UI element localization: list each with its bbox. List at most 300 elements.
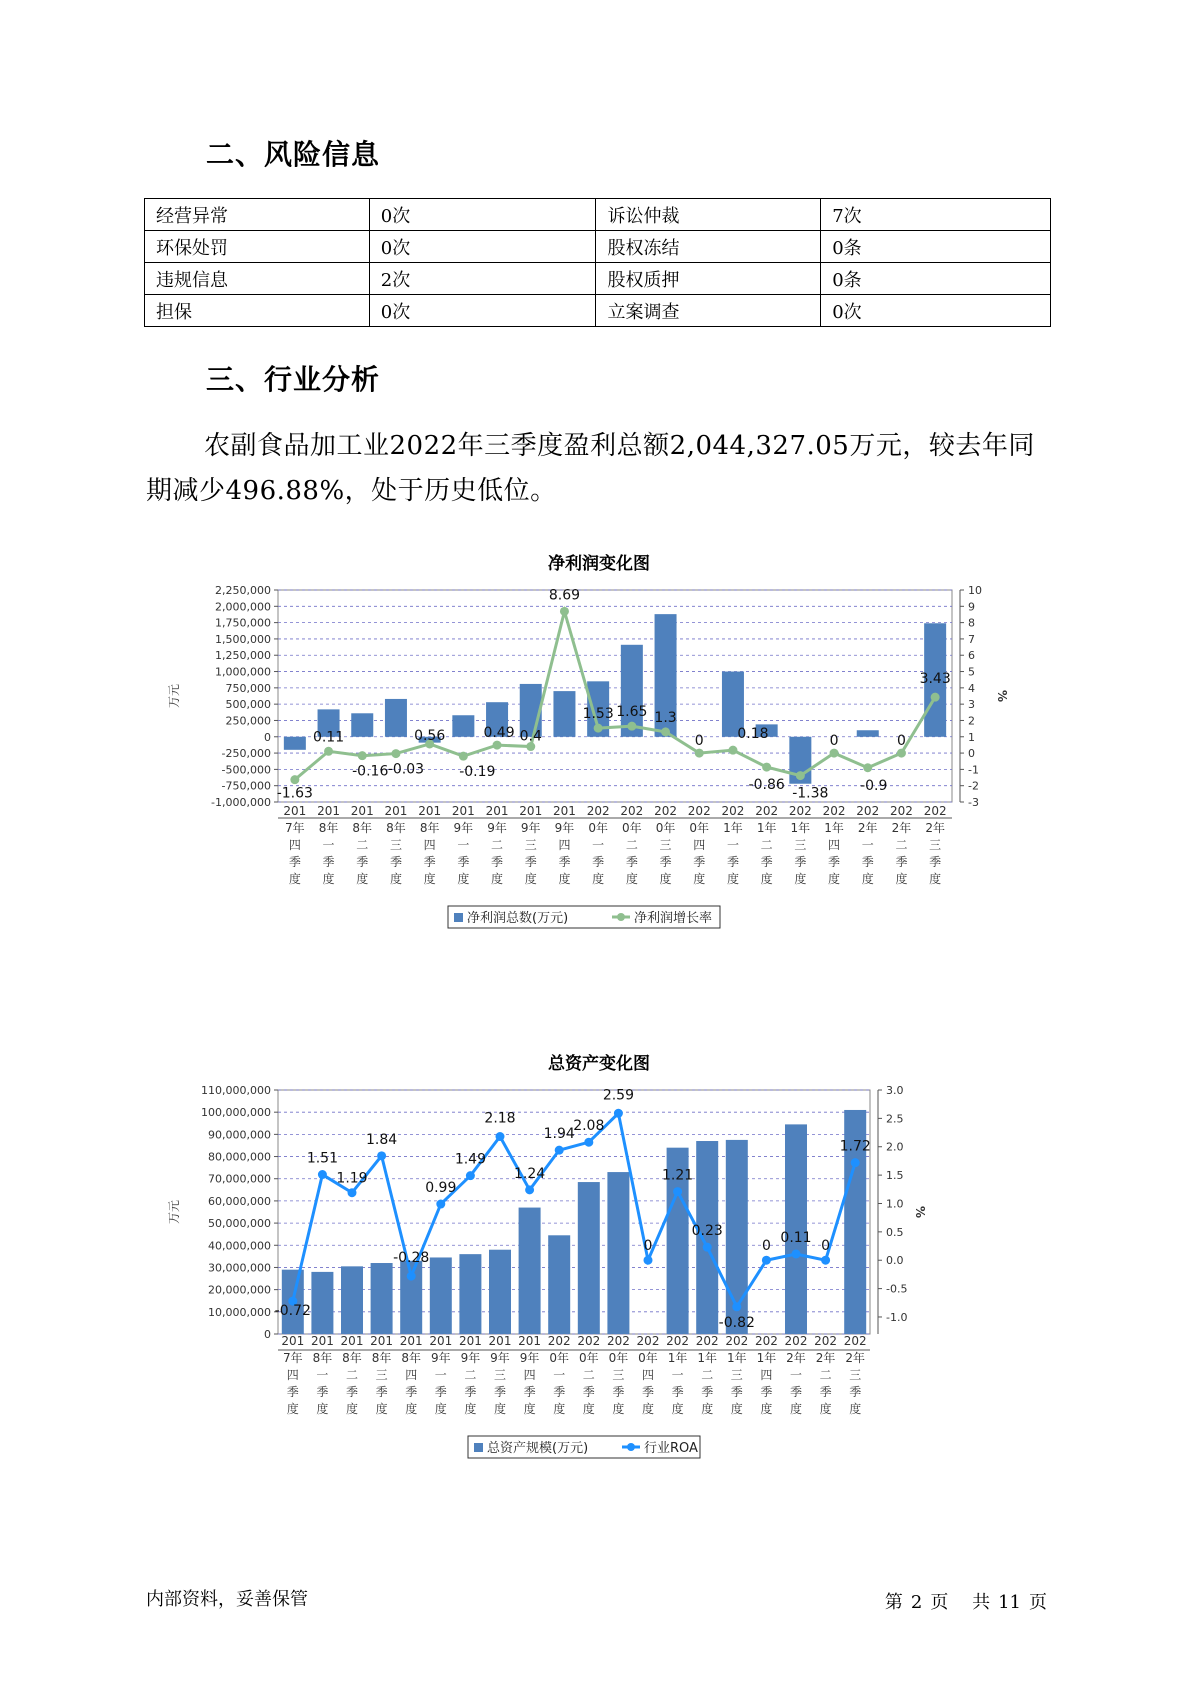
x-tick-label: 度: [356, 872, 369, 886]
x-tick-label: 季: [524, 855, 537, 869]
data-label: 1.24: [514, 1165, 546, 1182]
risk-label: 诉讼仲裁: [596, 199, 821, 231]
x-tick-label: 201: [451, 804, 475, 818]
y-axis-label: 万元: [167, 683, 181, 709]
line-point: [560, 607, 569, 616]
y-tick-label: 0: [264, 1328, 271, 1341]
x-tick-label: 202: [784, 1334, 808, 1348]
data-label: 1.84: [366, 1131, 398, 1148]
x-tick-label: 度: [405, 1402, 418, 1416]
y2-tick-label: 0.5: [886, 1225, 904, 1239]
x-tick-label: 度: [423, 872, 436, 886]
bar: [578, 1182, 600, 1334]
y2-tick-label: 7: [968, 632, 975, 646]
x-tick-label: 度: [316, 1402, 329, 1416]
line-point: [863, 763, 872, 772]
data-label: 0.56: [414, 727, 446, 744]
x-tick-label: 季: [582, 1385, 595, 1399]
legend-line-marker: [627, 1443, 635, 1451]
x-tick-label: 9年: [460, 1351, 481, 1365]
section-title-industry: 三、行业分析: [206, 363, 381, 396]
line-point: [348, 1188, 357, 1197]
y-tick-label: -500,000: [221, 763, 271, 777]
bar: [284, 737, 306, 750]
data-label: -0.03: [387, 761, 425, 778]
bar: [311, 1272, 333, 1334]
x-tick-label: 度: [701, 1402, 714, 1416]
x-tick-label: 度: [493, 1402, 507, 1416]
x-tick-label: 度: [625, 872, 638, 886]
x-tick-label: 一: [434, 1368, 447, 1382]
data-label: 1.65: [616, 704, 648, 721]
line-point: [318, 1170, 327, 1179]
y-tick-label: 30,000,000: [208, 1261, 271, 1275]
data-label: 0: [761, 1238, 771, 1255]
x-tick-label: 度: [286, 1402, 299, 1416]
section-title-risk: 二、风险信息: [206, 138, 381, 171]
x-tick-label: 9年: [487, 821, 507, 835]
x-tick-label: 202: [666, 1334, 690, 1348]
x-tick-label: 0年: [608, 1351, 629, 1365]
risk-label: 立案调查: [596, 295, 821, 327]
x-tick-label: 202: [856, 804, 880, 818]
x-tick-label: 度: [929, 872, 942, 886]
x-tick-label: 二: [345, 1368, 359, 1382]
data-label: 1.3: [654, 709, 677, 726]
x-tick-label: 二: [356, 838, 369, 852]
x-tick-label: 二: [582, 1368, 595, 1382]
x-tick-label: 季: [322, 855, 335, 869]
line-point: [830, 749, 839, 758]
data-label: -0.9: [860, 777, 888, 794]
data-label: 0: [643, 1238, 653, 1255]
x-tick-label: 0年: [689, 821, 710, 835]
x-tick-label: 202: [620, 804, 644, 818]
y-tick-label: 20,000,000: [208, 1283, 271, 1297]
line-point: [728, 746, 737, 755]
x-tick-label: 8年: [342, 1351, 362, 1365]
x-tick-label: 8年: [401, 1351, 422, 1365]
x-tick-label: 1年: [697, 1351, 718, 1365]
data-label: -0.28: [393, 1250, 430, 1267]
x-tick-label: 度: [345, 1402, 359, 1416]
y-tick-label: 250,000: [225, 714, 271, 728]
line-point: [459, 752, 468, 761]
risk-value: 2次: [369, 263, 596, 295]
x-tick-label: 202: [725, 1334, 749, 1348]
data-label: 1.21: [662, 1167, 694, 1184]
x-tick-label: 201: [488, 1334, 512, 1348]
legend-label-bar: 总资产规模(万元): [487, 1441, 589, 1456]
data-label: 0.49: [483, 725, 515, 742]
x-tick-label: 一: [322, 838, 335, 852]
data-label: 1.72: [839, 1138, 871, 1155]
x-tick-label: 季: [356, 855, 369, 869]
x-tick-label: 季: [405, 1385, 418, 1399]
x-tick-label: 202: [606, 1334, 630, 1348]
y2-tick-label: 0.0: [886, 1254, 904, 1268]
x-tick-label: 一: [671, 1368, 684, 1382]
y-tick-label: 2,250,000: [215, 584, 271, 597]
y2-tick-label: 3: [968, 698, 975, 712]
x-tick-label: 季: [849, 1385, 862, 1399]
x-tick-label: 202: [577, 1334, 601, 1348]
x-tick-label: 季: [375, 1385, 388, 1399]
x-tick-label: 201: [519, 804, 543, 818]
data-label: 1.51: [306, 1150, 338, 1167]
risk-value: 7次: [821, 199, 1051, 231]
x-tick-label: 202: [822, 804, 846, 818]
x-tick-label: 201: [399, 1334, 423, 1348]
x-tick-label: 1年: [667, 1351, 688, 1365]
line-point: [762, 1256, 771, 1265]
x-tick-label: 季: [457, 855, 470, 869]
data-label: 2.18: [484, 1110, 516, 1127]
x-tick-label: 季: [612, 1385, 625, 1399]
bar: [371, 1263, 393, 1334]
x-tick-label: 一: [789, 1368, 803, 1382]
y-tick-label: 750,000: [225, 681, 271, 695]
y-tick-label: 40,000,000: [208, 1239, 271, 1253]
y-tick-label: -250,000: [221, 747, 271, 761]
x-tick-label: 度: [457, 872, 470, 886]
bar: [459, 1254, 481, 1334]
x-tick-label: 202: [923, 804, 947, 818]
risk-label: 担保: [145, 295, 370, 327]
y2-tick-label: -1: [968, 763, 979, 777]
x-tick-label: 7年: [282, 1351, 303, 1365]
x-tick-label: 度: [789, 1402, 803, 1416]
y2-tick-label: 4: [968, 681, 975, 695]
y-tick-label: 1,000,000: [215, 665, 271, 679]
x-tick-label: 季: [553, 1385, 566, 1399]
data-label: -0.72: [274, 1303, 311, 1320]
line-point: [407, 1272, 416, 1281]
x-tick-label: 201: [552, 804, 576, 818]
y-tick-label: 0: [264, 730, 271, 744]
legend-bar-swatch: [454, 913, 463, 922]
x-tick-label: 度: [491, 872, 504, 886]
x-tick-label: 0年: [655, 821, 676, 835]
data-label: -1.38: [792, 785, 829, 802]
x-tick-label: 二: [760, 838, 773, 852]
y-tick-label: 80,000,000: [208, 1150, 271, 1164]
x-tick-label: 三: [524, 838, 537, 852]
risk-label: 环保处罚: [145, 231, 370, 263]
x-tick-label: 四: [641, 1368, 655, 1382]
y-tick-label: 70,000,000: [208, 1172, 271, 1186]
y2-tick-label: 10: [968, 584, 982, 597]
line-point: [594, 724, 603, 733]
x-tick-label: 202: [586, 804, 610, 818]
x-tick-label: 0年: [578, 1351, 599, 1365]
x-tick-label: 季: [286, 1385, 299, 1399]
x-tick-label: 0年: [588, 821, 608, 835]
x-tick-label: 三: [612, 1368, 625, 1382]
line-point: [695, 749, 704, 758]
y-axis-label: 万元: [167, 1199, 181, 1225]
bar: [857, 730, 879, 737]
x-tick-label: 季: [819, 1385, 832, 1399]
x-tick-label: 202: [721, 804, 745, 818]
x-tick-label: 季: [491, 855, 504, 869]
x-tick-label: 0年: [622, 821, 642, 835]
line-point: [661, 727, 670, 736]
x-tick-label: 度: [730, 1402, 743, 1416]
table-row: [145, 231, 1051, 263]
x-tick-label: 2年: [857, 821, 878, 835]
bar: [351, 713, 373, 736]
data-label: 2.59: [602, 1087, 634, 1104]
x-tick-label: 202: [788, 804, 812, 818]
x-tick-label: 季: [493, 1385, 507, 1399]
line-point: [673, 1187, 682, 1196]
legend-bar-swatch: [474, 1443, 483, 1452]
line-point: [324, 747, 333, 756]
x-tick-label: 季: [760, 855, 773, 869]
x-tick-label: 二: [625, 838, 638, 852]
x-tick-label: 三: [389, 838, 402, 852]
table-row: [145, 199, 1051, 231]
bar: [489, 1250, 511, 1334]
x-tick-label: 度: [612, 1402, 625, 1416]
x-tick-label: 度: [828, 872, 841, 886]
y2-tick-label: 2: [968, 714, 975, 728]
x-tick-label: 度: [760, 872, 773, 886]
data-label: 8.69: [548, 587, 581, 604]
total-assets-chart: [167, 1080, 1030, 1500]
x-tick-label: 季: [558, 855, 571, 869]
x-tick-label: 二: [464, 1368, 477, 1382]
x-tick-label: 四: [760, 1368, 773, 1382]
x-tick-label: 度: [434, 1402, 447, 1416]
bar: [430, 1257, 452, 1334]
bar: [452, 715, 474, 737]
x-tick-label: 季: [389, 855, 402, 869]
line-point: [555, 1146, 564, 1155]
y2-tick-label: -0.5: [886, 1282, 908, 1296]
x-tick-label: 2年: [891, 821, 912, 835]
x-tick-label: 四: [288, 838, 301, 852]
x-tick-label: 1年: [824, 821, 844, 835]
bar: [548, 1235, 570, 1334]
bar: [607, 1172, 629, 1334]
x-tick-label: 202: [814, 1334, 838, 1348]
x-tick-label: 度: [553, 1402, 566, 1416]
x-tick-label: 一: [316, 1368, 329, 1382]
y-tick-label: 100,000,000: [201, 1106, 271, 1120]
x-tick-label: 三: [375, 1368, 388, 1382]
x-tick-label: 季: [316, 1385, 329, 1399]
data-label: 1.94: [543, 1126, 575, 1143]
x-tick-label: 度: [524, 872, 537, 886]
y2-tick-label: 5: [968, 665, 975, 679]
x-tick-label: 8年: [312, 1351, 333, 1365]
x-tick-label: 度: [794, 872, 807, 886]
x-tick-label: 季: [592, 855, 605, 869]
x-tick-label: 8年: [352, 821, 373, 835]
x-tick-label: 季: [794, 855, 807, 869]
x-tick-label: 9年: [453, 821, 474, 835]
x-tick-label: 201: [310, 1334, 334, 1348]
x-tick-label: 二: [819, 1368, 832, 1382]
x-tick-label: 9年: [520, 821, 541, 835]
total-pages: 11: [998, 1592, 1021, 1613]
bar: [553, 691, 575, 737]
x-tick-label: 季: [464, 1385, 477, 1399]
data-label: 0.4: [519, 728, 542, 745]
x-tick-label: 度: [582, 1402, 595, 1416]
line-point: [290, 775, 299, 784]
x-tick-label: 四: [693, 838, 706, 852]
x-tick-label: 一: [861, 838, 874, 852]
data-label: 0.11: [312, 729, 345, 746]
y2-tick-label: 1: [968, 730, 975, 744]
x-tick-label: 8年: [386, 821, 406, 835]
x-tick-label: 度: [819, 1402, 832, 1416]
legend-label-bar: 净利润总数(万元): [467, 911, 569, 926]
x-tick-label: 0年: [549, 1351, 570, 1365]
x-tick-label: 三: [794, 838, 807, 852]
y2-tick-label: 3.0: [886, 1084, 904, 1097]
x-tick-label: 1年: [726, 1351, 747, 1365]
y2-tick-label: 2.5: [886, 1112, 904, 1126]
x-tick-label: 201: [429, 1334, 453, 1348]
y2-tick-label: 9: [968, 600, 975, 614]
x-tick-label: 度: [693, 872, 706, 886]
x-tick-label: 季: [693, 855, 706, 869]
risk-label: 违规信息: [145, 263, 370, 295]
line-point: [436, 1200, 445, 1209]
x-tick-label: 201: [384, 804, 408, 818]
x-tick-label: 季: [929, 855, 942, 869]
data-label: 0: [821, 1238, 831, 1255]
risk-value: 0次: [369, 295, 596, 327]
x-tick-label: 四: [423, 838, 436, 852]
x-tick-label: 四: [523, 1368, 536, 1382]
line-point: [792, 1249, 801, 1258]
x-tick-label: 季: [828, 855, 841, 869]
x-tick-label: 201: [281, 1334, 305, 1348]
data-label: -1.63: [276, 785, 313, 802]
data-label: 0.11: [780, 1229, 812, 1246]
x-tick-label: 季: [423, 855, 436, 869]
x-tick-label: 三: [730, 1368, 743, 1382]
x-tick-label: 度: [861, 872, 874, 886]
x-tick-label: 202: [889, 804, 913, 818]
x-tick-label: 9年: [519, 1351, 540, 1365]
line-point: [732, 1302, 741, 1311]
y-tick-label: 60,000,000: [208, 1194, 271, 1208]
x-tick-label: 8年: [371, 1351, 392, 1365]
line-point: [391, 749, 400, 758]
x-tick-label: 二: [491, 838, 504, 852]
x-tick-label: 度: [523, 1402, 536, 1416]
data-label: 0.99: [425, 1180, 457, 1197]
line-point: [851, 1158, 860, 1167]
industry-paragraph: 农副食品加工业2022年三季度盈利总额2,044,327.05万元，较去年同期减少496.88%，处于历史低位。: [146, 431, 1035, 506]
x-tick-label: 二: [701, 1368, 714, 1382]
line-point: [821, 1256, 830, 1265]
x-tick-label: 季: [523, 1385, 536, 1399]
footer-page-info: 第 2 页 共 11 页: [884, 1592, 1047, 1613]
y2-tick-label: -2: [968, 779, 979, 793]
x-tick-label: 度: [659, 872, 672, 886]
line-point: [627, 722, 636, 731]
x-tick-label: 季: [760, 1385, 773, 1399]
data-label: 0: [896, 733, 906, 750]
x-tick-label: 度: [760, 1402, 773, 1416]
chart-title-net-profit: 净利润变化图: [548, 554, 650, 574]
risk-label: 经营异常: [145, 199, 370, 231]
line-point: [644, 1256, 653, 1265]
x-tick-label: 度: [849, 1402, 862, 1416]
x-tick-label: 度: [592, 872, 605, 886]
x-tick-label: 季: [789, 1385, 803, 1399]
x-tick-label: 1年: [790, 821, 811, 835]
x-tick-label: 201: [350, 804, 374, 818]
y2-axis-label: %: [995, 689, 1009, 703]
risk-info-table: [144, 198, 1051, 327]
data-label: 0.18: [737, 726, 769, 743]
line-point: [762, 763, 771, 772]
x-tick-label: 0年: [638, 1351, 658, 1365]
line-point: [493, 741, 502, 750]
risk-value: 0条: [821, 263, 1051, 295]
footer-confidential: 内部资料，妥善保管: [146, 1589, 308, 1610]
legend-label-line: 行业ROA: [644, 1441, 698, 1456]
risk-label: 股权质押: [596, 263, 821, 295]
x-tick-label: 201: [370, 1334, 394, 1348]
x-tick-label: 季: [345, 1385, 359, 1399]
x-tick-label: 202: [695, 1334, 719, 1348]
y-tick-label: 110,000,000: [201, 1084, 271, 1097]
legend-line-marker: [617, 913, 625, 921]
y-tick-label: 50,000,000: [208, 1217, 271, 1231]
x-tick-label: 季: [671, 1385, 684, 1399]
x-tick-label: 季: [288, 855, 301, 869]
x-tick-label: 2年: [786, 1351, 806, 1365]
line-point: [796, 771, 805, 780]
line-point: [584, 1138, 593, 1147]
x-tick-label: 度: [895, 872, 908, 886]
y2-tick-label: 6: [968, 649, 975, 663]
x-tick-label: 201: [518, 1334, 542, 1348]
x-tick-label: 1年: [723, 821, 743, 835]
risk-value: 0条: [821, 231, 1051, 263]
data-label: 0.23: [691, 1223, 723, 1240]
x-tick-label: 2年: [925, 821, 945, 835]
y-tick-label: 2,000,000: [215, 600, 271, 614]
x-tick-label: 201: [317, 804, 341, 818]
table-row: [145, 295, 1051, 327]
x-tick-label: 202: [687, 804, 711, 818]
x-tick-label: 8年: [318, 821, 339, 835]
x-tick-label: 一: [457, 838, 470, 852]
x-tick-label: 202: [636, 1334, 660, 1348]
x-tick-label: 三: [849, 1368, 862, 1382]
y2-axis-label: %: [913, 1205, 927, 1219]
x-tick-label: 四: [286, 1368, 299, 1382]
net-profit-chart: [167, 580, 1030, 1000]
x-tick-label: 202: [754, 1334, 778, 1348]
chart-title-total-assets: 总资产变化图: [548, 1054, 650, 1074]
y-tick-label: 1,750,000: [215, 616, 271, 630]
y-tick-label: 90,000,000: [208, 1128, 271, 1142]
y2-tick-label: -3: [968, 796, 979, 809]
x-tick-label: 季: [861, 855, 874, 869]
y2-tick-label: 2.0: [886, 1140, 904, 1154]
